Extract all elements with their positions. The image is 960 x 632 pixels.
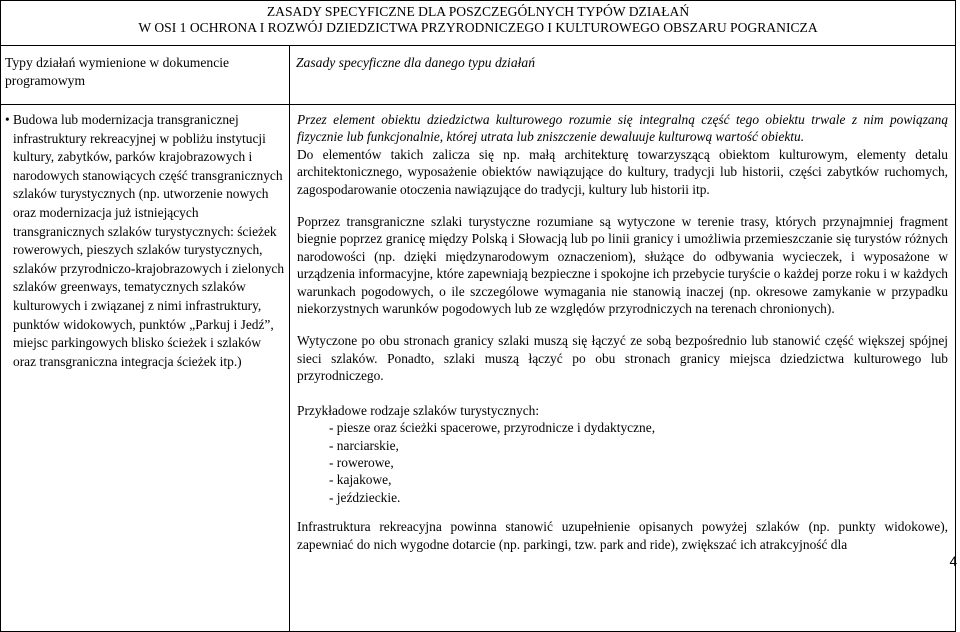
list-item: - narciarskie, bbox=[329, 437, 399, 453]
list-item: - rowerowe, bbox=[329, 454, 394, 470]
rule-paragraph-2: Poprzez transgraniczne szlaki turystyczne rozumiane są wytyczone w terenie trasy, których przynajmniej fragment biegnie poprzez granicę między Polską i Słowacją lub po linii granicy i umożliwia przemieszczanie się turystów różnych narodowości (np. dzięki międzynarodowym oznaczeniom), służące do odbywania wycieczek, i wyposażone w urządzenia informacyjne, które zapewniają bezpieczne i spokojne ich przebycie turyście o każdej porze roku i w każdych warunkach pogodowych, o ile szczególowe wymagania nie stanowią inaczej (np. okresowe zamykanie w przypadku niekorzystnych warunków pogodowych lub ze względów przyrodniczych na terenach chronionych). bbox=[297, 214, 949, 317]
page-number: 4 bbox=[949, 554, 957, 569]
bullet-icon: • bbox=[5, 112, 10, 127]
list-item: - piesze oraz ścieżki spacerowe, przyrodnicze i dydaktyczne, bbox=[329, 420, 656, 436]
table-row bbox=[1, 105, 956, 632]
column-header-action-types: Typy działań wymienione w dokumencie programowym bbox=[1, 46, 290, 105]
rule-paragraph-3: Wytyczone po obu stronach granicy szlaki muszą się łączyć ze sobą bezpośrednio lub stanowić część większej spójnej sieci szlaków. Ponadto, szlaki muszą łączyć po obu stronach granicy miejsca dziedzictwa kulturowego lub przyrodniczego. bbox=[297, 333, 949, 384]
list-item: - kajakowe, bbox=[329, 472, 392, 488]
rule-intro: Przez element obiektu dziedzictwa kulturowego rozumie się integralną część tego obiektu trwale z nim powiązaną fizycznie lub funkcjonalnie, której utrata lub zniszczenie dewaluuje kulturową wartość obiektu. bbox=[297, 112, 949, 145]
column-header-specific-rules: Zasady specyficzne dla danego typu działań bbox=[290, 46, 956, 105]
rules-cell bbox=[290, 105, 956, 632]
column-header-row bbox=[1, 46, 956, 105]
table-header-row bbox=[1, 1, 956, 46]
rule-paragraph-4: Przykładowe rodzaje szlaków turystycznych: bbox=[297, 402, 540, 418]
list-item: - jeździeckie. bbox=[329, 489, 401, 505]
title-line-1: ZASADY SPECYFICZNE DLA POSZCZEGÓLNYCH TYPÓW DZIAŁAŃ bbox=[266, 4, 690, 19]
trail-types-list bbox=[297, 419, 948, 506]
list-item bbox=[5, 111, 285, 371]
rule-paragraph-5: Infrastruktura rekreacyjna powinna stanowić uzupełnienie opisanych powyżej szlaków (np. punkty widokowe), zapewniać do nich wygodne dotarcie (np. parkingi, tzw. park and ride), zwiększać ich atrakcyjność dla bbox=[297, 519, 949, 552]
title-line-2: W OSI 1 OCHRONA I ROZWÓJ DZIEDZICTWA PRZYRODNICZEGO I KULTUROWEGO OBSZARU POGRANICZA bbox=[138, 20, 818, 35]
action-type-cell bbox=[1, 105, 290, 632]
table-title bbox=[1, 1, 956, 46]
rule-paragraph-1: Do elementów takich zalicza się np. małą architekturę towarzyszącą obiektom kulturowym, elementy detalu architektonicznego, wyposażenie obiektów nawiązujące do kultury, tradycji lub historii, części zabytków ruchomych, zagospodarowanie otoczenia nawiązujące do tradycji, kultury lub historii itp. bbox=[297, 146, 949, 197]
action-type-text: Budowa lub modernizacja transgranicznej infrastruktury rekreacyjnej w pobliżu instytucji kultury, zabytków, parków krajobrazowych i narodowych stanowiących część transgranicznych szlaków turystycznych (np. utworzenie nowych oraz modernizacja już istniejących transgranicznych szlaków turystycznych: ścieżek rowerowych, pieszych szlaków turystycznych, szlaków przyrodniczo-krajobrazowych i zielonych szlaków greenways, tematycznych szlaków kulturowych i związanej z nimi infrastruktury, punktów widokowych, punktów „Parkuj i Jedź”, miejsc parkingowych blisko ścieżek i szlaków oraz transgraniczna integracja ścieżek itp.) bbox=[13, 112, 285, 369]
